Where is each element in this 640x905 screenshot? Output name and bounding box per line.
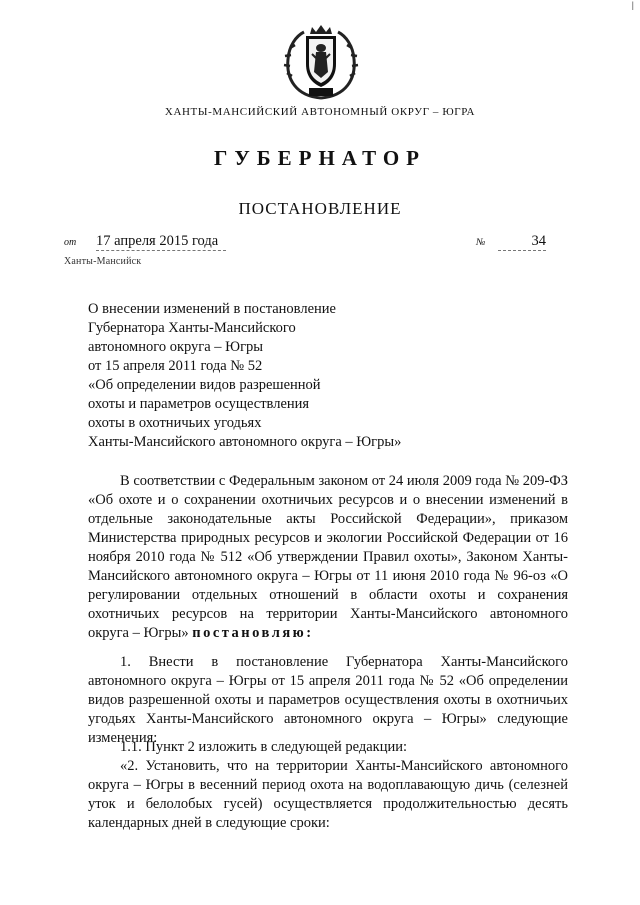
document-date: 17 апреля 2015 года — [96, 233, 226, 251]
document-type-title: ПОСТАНОВЛЕНИЕ — [238, 199, 402, 218]
region-name: ХАНТЫ-МАНСИЙСКИЙ АВТОНОМНЫЙ ОКРУГ – ЮГРА — [164, 106, 476, 118]
subject-line: «Об определении видов разрешенной — [88, 377, 321, 393]
item-1-1-paragraph: 1.1. Пункт 2 изложить в следующей редакции: — [120, 739, 408, 755]
subject-line: Ханты-Мансийского автономного округа – Югры» — [88, 434, 402, 450]
subject-line: охоты и параметров осуществления — [88, 396, 310, 412]
subject-line: Губернатора Ханты-Мансийского — [88, 320, 296, 336]
subject-line: О внесении изменений в постановление — [88, 301, 336, 317]
date-number-row — [64, 233, 554, 253]
page-mark: | — [631, 0, 634, 10]
city-name: Ханты-Мансийск — [64, 256, 142, 267]
subject-line: автономного округа – Югры — [88, 339, 264, 355]
coat-of-arms-icon — [276, 24, 366, 102]
decree-word: постановляю: — [192, 625, 314, 641]
document-subject — [88, 300, 401, 452]
preamble-paragraph — [88, 472, 568, 643]
date-prefix: от — [64, 237, 77, 248]
item-1-paragraph: 1. Внести в постановление Губернатора Ханты-Мансийского автономного округа – Югры от 15 апреля 2011 года № 52 «Об определении видов разрешенной охоты и параметров осуществления охоты в охотничьих угодьях Ханты-Мансийского автономного округа – Югры» следующие изменения: — [88, 654, 568, 746]
quoted-item-paragraph: «2. Установить, что на территории Ханты-Мансийского автономного округа – Югры в весенний период охота на водоплавающую дичь (селезней уток и белолобых гусей) осуществляется продолжительностью десять календарных дней в следующие сроки: — [88, 758, 568, 831]
authority-heading: ГУБЕРНАТОР — [213, 146, 427, 170]
document-number: 34 — [498, 233, 546, 251]
number-prefix: № — [476, 237, 486, 248]
preamble-text: В соответствии с Федеральным законом от 24 июля 2009 года № 209-ФЗ «Об охоте и о сохранении охотничьих ресурсов и о внесении изменений в отдельные законодательные акты Российской Федерации», приказом Министерства природных ресурсов и экологии Российской Федерации от 16 ноября 2010 года № 512 «Об утверждении Правил охоты», Законом Ханты-Мансийского автономного округа – Югры от 11 июня 2010 года № 96-оз «О регулировании отдельных отношений в области охоты и сохранения охотничьих ресурсов на территории Ханты-Мансийского автономного округа – Югры» — [88, 473, 568, 641]
subject-line: охоты в охотничьих угодьях — [88, 415, 262, 431]
coat-of-arms-emblem — [276, 24, 366, 102]
subject-line: от 15 апреля 2011 года № 52 — [88, 358, 263, 374]
